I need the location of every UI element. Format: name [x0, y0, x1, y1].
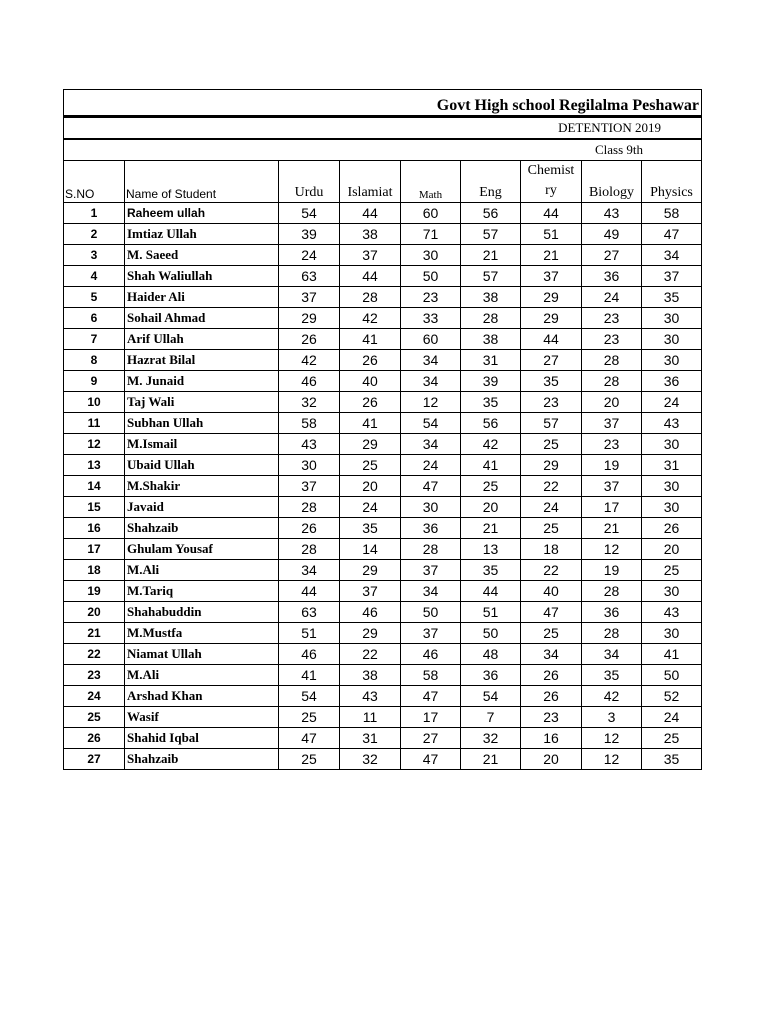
chemistry-marks: 16: [521, 728, 582, 749]
urdu-marks: 42: [279, 350, 340, 371]
serial-number: 1: [64, 203, 125, 224]
table-row: [64, 266, 702, 287]
biology-marks: 35: [582, 665, 642, 686]
islamiat-marks: 42: [340, 308, 401, 329]
serial-number: 22: [64, 644, 125, 665]
table-row: [64, 287, 702, 308]
math-marks: 23: [401, 287, 461, 308]
islamiat-marks: 11: [340, 707, 401, 728]
physics-marks: 41: [642, 644, 702, 665]
chemistry-marks: 27: [521, 350, 582, 371]
urdu-marks: 58: [279, 413, 340, 434]
math-marks: 37: [401, 560, 461, 581]
urdu-marks: 24: [279, 245, 340, 266]
biology-marks: 23: [582, 434, 642, 455]
exam-subtitle: DETENTION 2019: [64, 117, 702, 140]
urdu-marks: 37: [279, 476, 340, 497]
islamiat-marks: 24: [340, 497, 401, 518]
header-math: Math: [401, 161, 461, 203]
islamiat-marks: 25: [340, 455, 401, 476]
serial-number: 15: [64, 497, 125, 518]
urdu-marks: 25: [279, 707, 340, 728]
biology-marks: 37: [582, 413, 642, 434]
student-name: Niamat Ullah: [125, 644, 279, 665]
islamiat-marks: 37: [340, 581, 401, 602]
serial-number: 21: [64, 623, 125, 644]
eng-marks: 21: [461, 749, 521, 770]
biology-marks: 19: [582, 560, 642, 581]
serial-number: 4: [64, 266, 125, 287]
math-marks: 37: [401, 623, 461, 644]
urdu-marks: 37: [279, 287, 340, 308]
header-physics: Physics: [642, 161, 702, 203]
column-header-row: [64, 161, 702, 203]
math-marks: 60: [401, 329, 461, 350]
class-label: Class 9th: [64, 139, 702, 161]
eng-marks: 21: [461, 518, 521, 539]
table-row: [64, 707, 702, 728]
chemistry-marks: 23: [521, 392, 582, 413]
physics-marks: 25: [642, 728, 702, 749]
islamiat-marks: 29: [340, 434, 401, 455]
urdu-marks: 46: [279, 371, 340, 392]
math-marks: 50: [401, 266, 461, 287]
header-student-name: Name of Student: [125, 161, 279, 203]
header-chemistry: [521, 161, 582, 203]
chemistry-marks: 22: [521, 560, 582, 581]
chemistry-marks: 25: [521, 623, 582, 644]
biology-marks: 23: [582, 308, 642, 329]
serial-number: 25: [64, 707, 125, 728]
table-row: [64, 728, 702, 749]
table-row: [64, 686, 702, 707]
serial-number: 18: [64, 560, 125, 581]
biology-marks: 12: [582, 728, 642, 749]
urdu-marks: 46: [279, 644, 340, 665]
chemistry-marks: 57: [521, 413, 582, 434]
chemistry-marks: 22: [521, 476, 582, 497]
serial-number: 13: [64, 455, 125, 476]
student-name: Raheem ullah: [125, 203, 279, 224]
islamiat-marks: 40: [340, 371, 401, 392]
serial-number: 17: [64, 539, 125, 560]
serial-number: 9: [64, 371, 125, 392]
table-row: [64, 518, 702, 539]
biology-marks: 12: [582, 749, 642, 770]
urdu-marks: 63: [279, 602, 340, 623]
serial-number: 16: [64, 518, 125, 539]
math-marks: 30: [401, 497, 461, 518]
physics-marks: 43: [642, 413, 702, 434]
physics-marks: 30: [642, 434, 702, 455]
math-marks: 47: [401, 749, 461, 770]
islamiat-marks: 46: [340, 602, 401, 623]
urdu-marks: 51: [279, 623, 340, 644]
math-marks: 34: [401, 581, 461, 602]
table-row: [64, 497, 702, 518]
islamiat-marks: 38: [340, 665, 401, 686]
islamiat-marks: 20: [340, 476, 401, 497]
math-marks: 47: [401, 476, 461, 497]
chemistry-marks: 26: [521, 665, 582, 686]
class-row: [64, 139, 702, 161]
urdu-marks: 44: [279, 581, 340, 602]
table-row: [64, 224, 702, 245]
math-marks: 54: [401, 413, 461, 434]
table-row: [64, 329, 702, 350]
physics-marks: 36: [642, 371, 702, 392]
result-sheet-table: [63, 89, 702, 770]
student-name: Shahzaib: [125, 749, 279, 770]
header-eng: Eng: [461, 161, 521, 203]
student-name: M.Tariq: [125, 581, 279, 602]
student-name: Subhan Ullah: [125, 413, 279, 434]
chemistry-marks: 25: [521, 518, 582, 539]
table-row: [64, 413, 702, 434]
islamiat-marks: 14: [340, 539, 401, 560]
chemistry-marks: 37: [521, 266, 582, 287]
school-title: Govt High school Regilalma Peshawar: [64, 90, 702, 117]
eng-marks: 28: [461, 308, 521, 329]
chemistry-marks: 29: [521, 308, 582, 329]
biology-marks: 36: [582, 266, 642, 287]
math-marks: 34: [401, 350, 461, 371]
eng-marks: 57: [461, 224, 521, 245]
eng-marks: 25: [461, 476, 521, 497]
header-islamiat: Islamiat: [340, 161, 401, 203]
serial-number: 7: [64, 329, 125, 350]
physics-marks: 31: [642, 455, 702, 476]
chemistry-marks: 40: [521, 581, 582, 602]
biology-marks: 42: [582, 686, 642, 707]
islamiat-marks: 29: [340, 623, 401, 644]
urdu-marks: 32: [279, 392, 340, 413]
math-marks: 30: [401, 245, 461, 266]
physics-marks: 30: [642, 497, 702, 518]
urdu-marks: 54: [279, 686, 340, 707]
eng-marks: 31: [461, 350, 521, 371]
chemistry-marks: 18: [521, 539, 582, 560]
table-row: [64, 581, 702, 602]
table-row: [64, 245, 702, 266]
eng-marks: 57: [461, 266, 521, 287]
table-row: [64, 203, 702, 224]
eng-marks: 7: [461, 707, 521, 728]
serial-number: 27: [64, 749, 125, 770]
physics-marks: 43: [642, 602, 702, 623]
urdu-marks: 26: [279, 329, 340, 350]
math-marks: 34: [401, 371, 461, 392]
student-name: Shahzaib: [125, 518, 279, 539]
biology-marks: 28: [582, 581, 642, 602]
student-name: Wasif: [125, 707, 279, 728]
table-row: [64, 665, 702, 686]
serial-number: 6: [64, 308, 125, 329]
biology-marks: 27: [582, 245, 642, 266]
table-row: [64, 644, 702, 665]
math-marks: 24: [401, 455, 461, 476]
eng-marks: 32: [461, 728, 521, 749]
student-name: Hazrat Bilal: [125, 350, 279, 371]
eng-marks: 48: [461, 644, 521, 665]
chemistry-marks: 21: [521, 245, 582, 266]
eng-marks: 13: [461, 539, 521, 560]
islamiat-marks: 26: [340, 392, 401, 413]
header-urdu: Urdu: [279, 161, 340, 203]
islamiat-marks: 41: [340, 329, 401, 350]
chemistry-marks: 23: [521, 707, 582, 728]
math-marks: 27: [401, 728, 461, 749]
student-name: Arif Ullah: [125, 329, 279, 350]
islamiat-marks: 41: [340, 413, 401, 434]
islamiat-marks: 44: [340, 203, 401, 224]
serial-number: 24: [64, 686, 125, 707]
chemistry-marks: 44: [521, 329, 582, 350]
biology-marks: 43: [582, 203, 642, 224]
eng-marks: 36: [461, 665, 521, 686]
table-row: [64, 539, 702, 560]
chemistry-marks: 26: [521, 686, 582, 707]
urdu-marks: 30: [279, 455, 340, 476]
student-name: Imtiaz Ullah: [125, 224, 279, 245]
chemistry-marks: 20: [521, 749, 582, 770]
physics-marks: 58: [642, 203, 702, 224]
math-marks: 33: [401, 308, 461, 329]
urdu-marks: 28: [279, 497, 340, 518]
student-name: Ghulam Yousaf: [125, 539, 279, 560]
math-marks: 17: [401, 707, 461, 728]
table-row: [64, 308, 702, 329]
physics-marks: 30: [642, 581, 702, 602]
header-sno: S.NO: [64, 161, 125, 203]
biology-marks: 23: [582, 329, 642, 350]
physics-marks: 26: [642, 518, 702, 539]
student-name: M.Ali: [125, 665, 279, 686]
table-row: [64, 392, 702, 413]
table-row: [64, 623, 702, 644]
eng-marks: 51: [461, 602, 521, 623]
chemistry-marks: 25: [521, 434, 582, 455]
math-marks: 36: [401, 518, 461, 539]
physics-marks: 37: [642, 266, 702, 287]
student-name: Arshad Khan: [125, 686, 279, 707]
urdu-marks: 34: [279, 560, 340, 581]
physics-marks: 30: [642, 623, 702, 644]
table-row: [64, 602, 702, 623]
urdu-marks: 25: [279, 749, 340, 770]
urdu-marks: 29: [279, 308, 340, 329]
biology-marks: 17: [582, 497, 642, 518]
islamiat-marks: 37: [340, 245, 401, 266]
biology-marks: 36: [582, 602, 642, 623]
student-name: M. Saeed: [125, 245, 279, 266]
islamiat-marks: 44: [340, 266, 401, 287]
student-name: M.Shakir: [125, 476, 279, 497]
physics-marks: 25: [642, 560, 702, 581]
biology-marks: 37: [582, 476, 642, 497]
student-name: Shahabuddin: [125, 602, 279, 623]
islamiat-marks: 35: [340, 518, 401, 539]
urdu-marks: 54: [279, 203, 340, 224]
table-row: [64, 560, 702, 581]
physics-marks: 30: [642, 308, 702, 329]
math-marks: 47: [401, 686, 461, 707]
biology-marks: 12: [582, 539, 642, 560]
physics-marks: 20: [642, 539, 702, 560]
subtitle-row: [64, 117, 702, 140]
physics-marks: 47: [642, 224, 702, 245]
eng-marks: 38: [461, 329, 521, 350]
header-chemistry-line1: Chemist: [527, 163, 575, 178]
math-marks: 50: [401, 602, 461, 623]
table-row: [64, 350, 702, 371]
urdu-marks: 26: [279, 518, 340, 539]
islamiat-marks: 29: [340, 560, 401, 581]
biology-marks: 20: [582, 392, 642, 413]
urdu-marks: 43: [279, 434, 340, 455]
student-name: M.Ali: [125, 560, 279, 581]
urdu-marks: 63: [279, 266, 340, 287]
eng-marks: 54: [461, 686, 521, 707]
serial-number: 8: [64, 350, 125, 371]
serial-number: 26: [64, 728, 125, 749]
chemistry-marks: 44: [521, 203, 582, 224]
biology-marks: 28: [582, 371, 642, 392]
chemistry-marks: 51: [521, 224, 582, 245]
eng-marks: 35: [461, 392, 521, 413]
chemistry-marks: 24: [521, 497, 582, 518]
eng-marks: 56: [461, 203, 521, 224]
math-marks: 71: [401, 224, 461, 245]
student-name: Shahid Iqbal: [125, 728, 279, 749]
physics-marks: 24: [642, 707, 702, 728]
table-row: [64, 434, 702, 455]
serial-number: 5: [64, 287, 125, 308]
serial-number: 23: [64, 665, 125, 686]
physics-marks: 30: [642, 329, 702, 350]
physics-marks: 50: [642, 665, 702, 686]
eng-marks: 56: [461, 413, 521, 434]
eng-marks: 38: [461, 287, 521, 308]
islamiat-marks: 43: [340, 686, 401, 707]
islamiat-marks: 31: [340, 728, 401, 749]
serial-number: 19: [64, 581, 125, 602]
math-marks: 46: [401, 644, 461, 665]
biology-marks: 21: [582, 518, 642, 539]
biology-marks: 49: [582, 224, 642, 245]
student-name: Shah Waliullah: [125, 266, 279, 287]
eng-marks: 44: [461, 581, 521, 602]
islamiat-marks: 22: [340, 644, 401, 665]
biology-marks: 34: [582, 644, 642, 665]
physics-marks: 34: [642, 245, 702, 266]
eng-marks: 50: [461, 623, 521, 644]
eng-marks: 41: [461, 455, 521, 476]
student-name: Ubaid Ullah: [125, 455, 279, 476]
math-marks: 34: [401, 434, 461, 455]
student-name: Taj Wali: [125, 392, 279, 413]
physics-marks: 35: [642, 287, 702, 308]
math-marks: 58: [401, 665, 461, 686]
table-row: [64, 455, 702, 476]
eng-marks: 20: [461, 497, 521, 518]
serial-number: 10: [64, 392, 125, 413]
physics-marks: 24: [642, 392, 702, 413]
biology-marks: 28: [582, 623, 642, 644]
math-marks: 28: [401, 539, 461, 560]
physics-marks: 52: [642, 686, 702, 707]
physics-marks: 30: [642, 476, 702, 497]
student-name: Javaid: [125, 497, 279, 518]
serial-number: 12: [64, 434, 125, 455]
biology-marks: 3: [582, 707, 642, 728]
urdu-marks: 47: [279, 728, 340, 749]
urdu-marks: 28: [279, 539, 340, 560]
chemistry-marks: 29: [521, 455, 582, 476]
table-row: [64, 749, 702, 770]
serial-number: 11: [64, 413, 125, 434]
student-name: Haider Ali: [125, 287, 279, 308]
student-name: Sohail Ahmad: [125, 308, 279, 329]
math-marks: 12: [401, 392, 461, 413]
table-row: [64, 371, 702, 392]
serial-number: 3: [64, 245, 125, 266]
eng-marks: 42: [461, 434, 521, 455]
serial-number: 2: [64, 224, 125, 245]
header-chemistry-line2: ry: [545, 183, 557, 198]
physics-marks: 30: [642, 350, 702, 371]
physics-marks: 35: [642, 749, 702, 770]
chemistry-marks: 35: [521, 371, 582, 392]
biology-marks: 24: [582, 287, 642, 308]
student-name: M. Junaid: [125, 371, 279, 392]
chemistry-marks: 34: [521, 644, 582, 665]
biology-marks: 19: [582, 455, 642, 476]
islamiat-marks: 28: [340, 287, 401, 308]
biology-marks: 28: [582, 350, 642, 371]
math-marks: 60: [401, 203, 461, 224]
school-title-row: [64, 90, 702, 117]
eng-marks: 39: [461, 371, 521, 392]
table-row: [64, 476, 702, 497]
urdu-marks: 41: [279, 665, 340, 686]
student-name: M.Ismail: [125, 434, 279, 455]
islamiat-marks: 38: [340, 224, 401, 245]
serial-number: 20: [64, 602, 125, 623]
student-rows: [64, 203, 702, 770]
islamiat-marks: 32: [340, 749, 401, 770]
header-biology: Biology: [582, 161, 642, 203]
islamiat-marks: 26: [340, 350, 401, 371]
eng-marks: 21: [461, 245, 521, 266]
eng-marks: 35: [461, 560, 521, 581]
chemistry-marks: 29: [521, 287, 582, 308]
chemistry-marks: 47: [521, 602, 582, 623]
student-name: M.Mustfa: [125, 623, 279, 644]
urdu-marks: 39: [279, 224, 340, 245]
serial-number: 14: [64, 476, 125, 497]
